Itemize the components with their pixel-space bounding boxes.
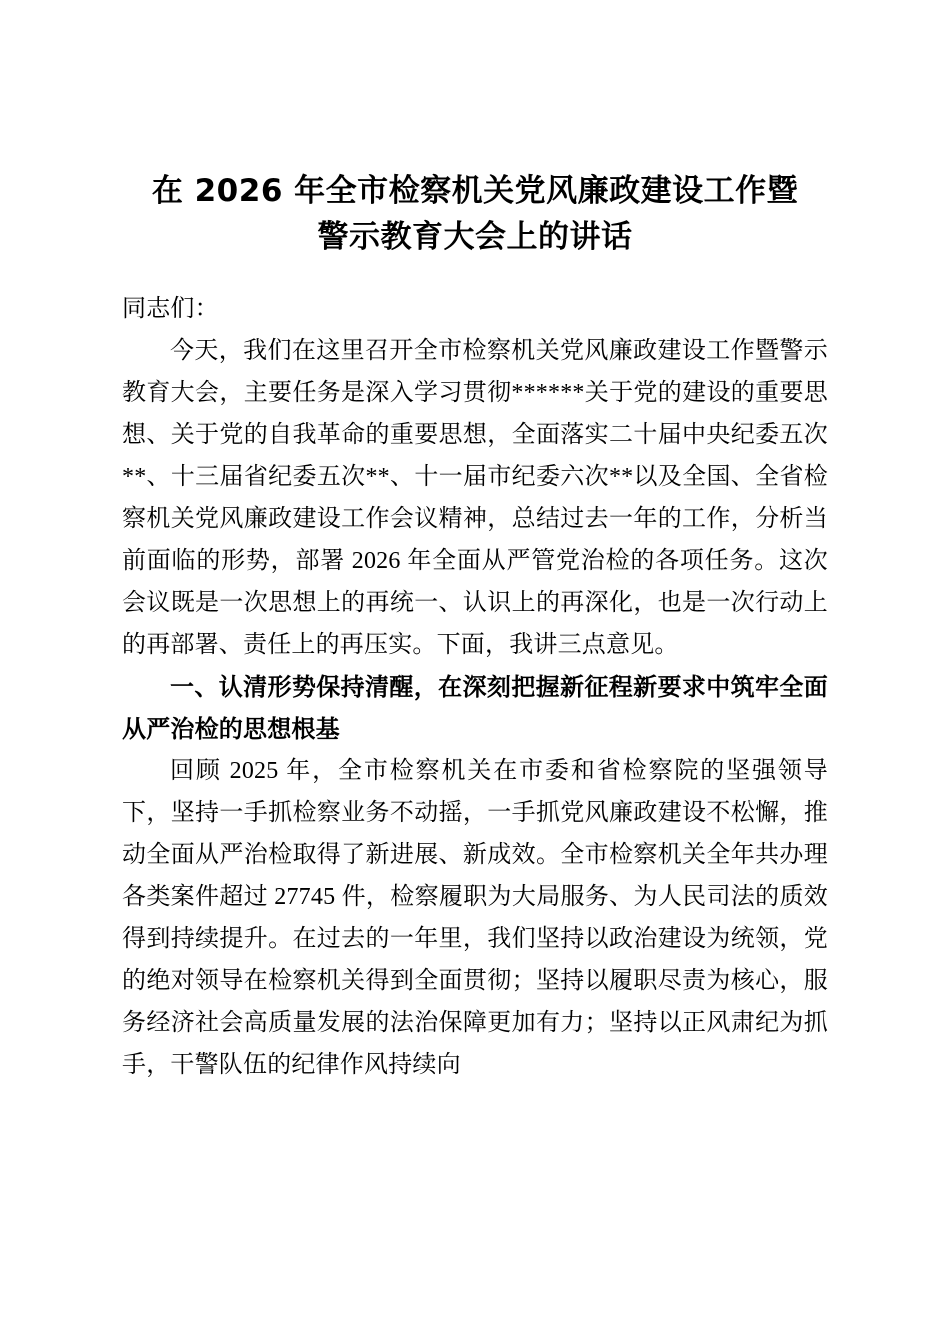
body-paragraph-2: 回顾 2025 年，全市检察机关在市委和省检察院的坚强领导下，坚持一手抓检察业务不动摇，一手抓党风廉政建设不松懈，推动全面从严治检取得了新进展、新成效。全市检察机关全年共办理各类案件超过 27745 件，检察履职为大局服务、为人民司法的质效得到持续提升。在过去的一年里，我们坚持以政治建设为统领，党的绝对领导在检察机关得到全面贯彻；坚持以履职尽责为核心，服务经济社会高质量发展的法治保障更加有力；坚持以正风肃纪为抓手，干警队伍的纪律作风持续向 [122,758,828,1078]
page-title-line-1: 在 2026 年全市检察机关党风廉政建设工作暨 [151,173,799,209]
document-content [122,168,828,1086]
section-heading-1: 一、认清形势保持清醒，在深刻把握新征程新要求中筑牢全面从严治检的思想根基 [122,673,828,743]
page-title [122,168,828,260]
salutation: 同志们： [122,296,219,322]
body-paragraph-1: 今天，我们在这里召开全市检察机关党风廉政建设工作暨警示教育大会，主要任务是深入学习贯彻******关于党的建设的重要思想、关于党的自我革命的重要思想，全面落实二十届中央纪委五次**、十三届省纪委五次**、十一届市纪委六次**以及全国、全省检察机关党风廉政建设工作会议精神，总结过去一年的工作，分析当前面临的形势，部署 2026 年全面从严管党治检的各项任务。这次会议既是一次思想上的再统一、认识上的再深化，也是一次行动上的再部署、责任上的再压实。下面，我讲三点意见。 [122,338,828,658]
page-title-line-2: 警示教育大会上的讲话 [317,219,633,255]
